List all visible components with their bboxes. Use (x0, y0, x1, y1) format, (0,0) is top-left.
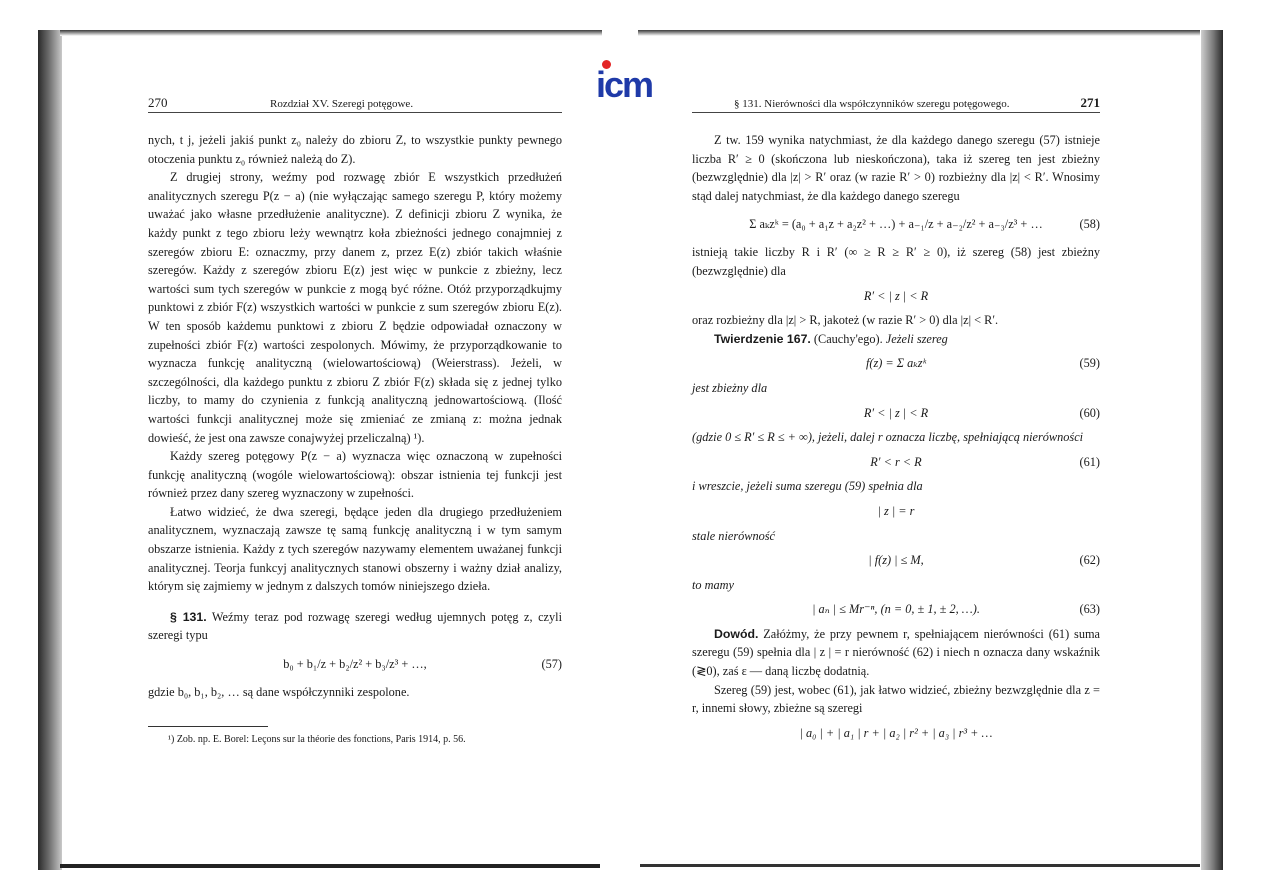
scan-edge-bottom-right (640, 864, 1200, 867)
left-page-number: 270 (148, 95, 168, 110)
theorem-text: i wreszcie, jeżeli suma szeregu (59) spełnia dla (692, 479, 923, 494)
equation-series (692, 724, 1100, 743)
book-gutter (602, 30, 638, 872)
paragraph: Szereg (59) jest, wobec (61), jak łatwo widzieć, zbieżny bezwzględnie dla z = r, innemi słowy, zbieżne są szeregi (692, 682, 1100, 716)
section-label: § 131. (170, 609, 207, 624)
proof-label: Dowód. (714, 626, 759, 641)
equation-number: (58) (1079, 217, 1100, 232)
equation-body: Σ aₖzᵏ = (a₀ + a₁z + a₂z² + …) + a₋₁/z + a₋₂/z² + a₋₃/z³ + … (749, 217, 1043, 232)
equation-body: R′ < | z | < R (863, 405, 929, 420)
right-running-head (692, 92, 1100, 113)
equation-61 (692, 453, 1100, 472)
equation-63 (692, 600, 1100, 619)
equation-body: | a₀ | + | a₁ | r + | a₂ | r² + | a₃ | r³ + … (799, 725, 993, 740)
paragraph: Łatwo widzieć, że dwa szeregi, będące jeden dla drugiego przedłużeniem analitycznem, wyznaczają zawsze tę samą funkcję analityczną i w tym samym obszarze istnienia. Każdy z tych szeregów nazywamy elementem uważanej funkcji analitycznej. Teorja funkcyj analitycznych stanowi obszerny i ważny dział analizy, którym się zajmiemy w jednym z dalszych tomów niniejszego dzieła. (148, 504, 562, 594)
equation-body: b₀ + b₁/z + b₂/z² + b₃/z³ + …, (283, 657, 427, 672)
equation-body: | z | = r (877, 503, 915, 518)
right-page (692, 92, 1100, 748)
section-131 (148, 608, 562, 645)
scan-shadow-left (38, 30, 62, 870)
theorem-167 (692, 330, 1100, 349)
equation-body: | f(z) | ≤ M, (868, 553, 924, 568)
logo-text: icm (596, 64, 653, 105)
equation-body: R′ < r < R (870, 454, 922, 469)
equation-number: (59) (1079, 356, 1100, 371)
inequality (692, 287, 1100, 306)
left-running-head (148, 92, 562, 113)
equation-number: (60) (1079, 405, 1100, 420)
right-page-number: 271 (1080, 95, 1100, 110)
section-text: Weźmy teraz pod rozwagę szeregi według ujemnych potęg z, czyli szeregi typu (148, 609, 562, 643)
equation-number: (61) (1079, 454, 1100, 469)
left-page (148, 92, 562, 747)
equation-number: (63) (1079, 602, 1100, 617)
theorem-text: stale nierówność (692, 528, 775, 543)
theorem-text: Jeżeli szereg (885, 331, 948, 346)
paragraph: Z drugiej strony, weźmy pod rozwagę zbiór E wszystkich przedłużeń analitycznych szeregu P(z − a) (nie wyłączając samego szeregu P, który możemy uważać jako własne przedłużenie analityczne). Z definicji zbioru Z wynika, że każdy punkt z tego zbioru leży wewnątrz koła zbieżności jednego conajmniej z szeregów zbioru E: oznaczmy, przy danem z, przez E(z) zbiór takich właśnie szeregów. Każdy z szeregów zbioru E(z) jest więc w punkcie z zbieżny, lecz wartości sum tych szeregów w punkcie z mogą być różne. Otóż przyporządkujmy punktowi z zbiór F(z) wszystkich wartości w punkcie z sum szeregów zbioru E(z). W ten sposób każdemu punktowi z zbioru Z będzie odpowiadał oznaczony w zupełności zbiór F(z) wartości zespolonych. Mówimy, że przyporządkowanie to wyznacza funkcję analityczną (wielowartościową) (Weierstrass). Jeżeli, w szczególności, dla każdego punktu z zbioru Z zbiór F(z) składa się z jednej tylko liczby, to mamy do czynienia z funkcją analityczną jednowartościową. (Ilość wartości funkcji analitycznej może się zmieniać ze zmianą z: można jednak dowieść, że jest ona zawsze conajwyżej przeliczalną) ¹). (148, 170, 562, 445)
equation-58 (692, 211, 1100, 237)
paragraph: nych, t j, jeżeli jakiś punkt z₀ należy do zbioru Z, to wszystkie punkty pewnego otoczenia punktu z₀ również należą do Z). (148, 133, 562, 166)
paragraph: Z tw. 159 wynika natychmiast, że dla każdego danego szeregu (57) istnieje liczba R′ ≥ 0 (skończona lub nieskończona), taka iż szereg ten jest zbieżny (bezwzględnie) dla |z| > R′ oraz (w razie R′ > 0) rozbieżny dla |z| < R′. Wnosimy stąd dalej natychmiast, że dla każdego danego szeregu (692, 133, 1100, 203)
theorem-author: (Cauchy'ego). (813, 331, 883, 346)
paragraph: oraz rozbieżny dla |z| > R, jakoteż (w razie R′ > 0) dla |z| < R′. (692, 313, 999, 328)
theorem-text: jest zbieżny dla (692, 380, 768, 395)
equation-z-equals-r (692, 502, 1100, 521)
proof-text: Załóżmy, że przy pewnem r, spełniającem nierówności (61) suma szeregu (59) spełnia dla | z | = r nierówność (62) i niech n oznacza dany wskaźnik (≷0), zaś ε — daną liczbę dodatnią. (692, 626, 1100, 679)
equation-57 (148, 651, 562, 677)
paragraph: gdzie b₀, b₁, b₂, … są dane współczynniki zespolone. (148, 685, 410, 700)
paragraph: istnieją takie liczby R i R′ (∞ ≥ R ≥ R′ ≥ 0), iż szereg (58) jest zbieżny (bezwzględnie) dla (692, 245, 1100, 278)
proof (692, 625, 1100, 681)
equation-body: f(z) = Σ aₖzᵏ (865, 356, 927, 371)
equation-62 (692, 551, 1100, 570)
footnote-rule (148, 726, 268, 727)
paragraph: Każdy szereg potęgowy P(z − a) wyznacza więc oznaczoną w zupełności funkcję analityczną (wogóle wielowartościową): obszar istnienia tej funkcji jest również przez dany szereg wyznaczony w zupełności. (148, 449, 562, 501)
left-chapter-title: Rozdział XV. Szeregi potęgowe. (270, 98, 414, 110)
equation-60 (692, 404, 1100, 423)
theorem-text: (gdzie 0 ≤ R′ ≤ R ≤ + ∞), jeżeli, dalej r oznacza liczbę, spełniającą nierówności (692, 430, 1084, 445)
scan-edge-bottom-left (60, 864, 600, 868)
equation-body: | aₙ | ≤ Mr⁻ⁿ, (n = 0, ± 1, ± 2, …). (812, 602, 980, 617)
right-section-title: § 131. Nierówności dla współczynników szeregu potęgowego. (734, 98, 1010, 110)
theorem-text: to mamy (692, 577, 735, 592)
equation-number: (62) (1079, 553, 1100, 568)
equation-59 (692, 354, 1100, 373)
equation-number: (57) (541, 657, 562, 672)
theorem-label: Twierdzenie 167. (714, 331, 811, 346)
scan-shadow-right (1201, 30, 1223, 870)
equation-body: R′ < | z | < R (863, 288, 929, 303)
icm-logo (596, 60, 664, 105)
footnote: ¹) Zob. np. E. Borel: Leçons sur la théorie des fonctions, Paris 1914, p. 56. (168, 733, 466, 745)
